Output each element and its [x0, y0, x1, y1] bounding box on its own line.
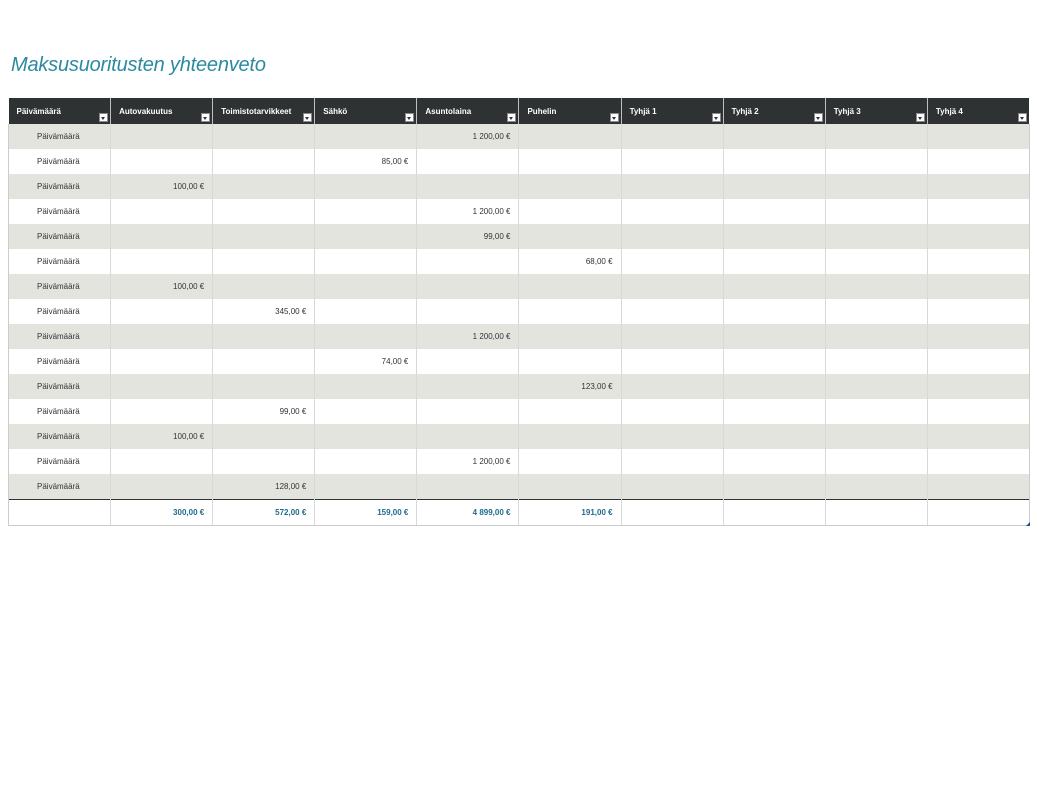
amount-cell[interactable]: 128,00 €: [213, 474, 315, 500]
amount-cell[interactable]: [825, 299, 927, 324]
amount-cell[interactable]: [519, 324, 621, 349]
filter-dropdown-icon[interactable]: [712, 113, 721, 122]
column-header-label: Päivämäärä: [16, 107, 61, 116]
column-header-label: Tyhjä 4: [935, 107, 963, 116]
amount-cell[interactable]: [111, 474, 213, 500]
filter-dropdown-icon[interactable]: [814, 113, 823, 122]
amount-cell[interactable]: [825, 149, 927, 174]
column-header-label: Sähkö: [323, 107, 348, 116]
table-row: [9, 474, 1030, 500]
amount-cell[interactable]: [417, 374, 519, 399]
date-cell[interactable]: Päivämäärä: [9, 374, 111, 399]
amount-cell[interactable]: [213, 324, 315, 349]
amount-cell[interactable]: [927, 274, 1029, 299]
amount-cell[interactable]: [315, 399, 417, 424]
amount-cell[interactable]: [621, 324, 723, 349]
column-header-label: Tyhjä 2: [731, 107, 759, 116]
amount-cell[interactable]: [621, 124, 723, 149]
amount-cell[interactable]: [213, 424, 315, 449]
amount-cell[interactable]: [417, 349, 519, 374]
amount-cell[interactable]: [315, 324, 417, 349]
amount-cell[interactable]: [315, 174, 417, 199]
table-row: [9, 274, 1030, 299]
date-cell[interactable]: Päivämäärä: [9, 424, 111, 449]
amount-cell[interactable]: [621, 224, 723, 249]
amount-cell[interactable]: [927, 324, 1029, 349]
amount-cell[interactable]: [213, 124, 315, 149]
amount-cell[interactable]: [723, 249, 825, 274]
amount-cell[interactable]: [723, 274, 825, 299]
amount-cell[interactable]: [621, 349, 723, 374]
amount-cell[interactable]: [621, 199, 723, 224]
amount-cell[interactable]: [111, 374, 213, 399]
amount-cell[interactable]: [519, 449, 621, 474]
amount-cell[interactable]: 1 200,00 €: [417, 324, 519, 349]
amount-cell[interactable]: [519, 174, 621, 199]
date-cell[interactable]: Päivämäärä: [9, 274, 111, 299]
date-cell[interactable]: Päivämäärä: [9, 449, 111, 474]
amount-cell[interactable]: [519, 349, 621, 374]
amount-cell[interactable]: [519, 274, 621, 299]
table-row: [9, 299, 1030, 324]
amount-cell[interactable]: [519, 149, 621, 174]
amount-cell[interactable]: [111, 149, 213, 174]
total-cell[interactable]: [9, 500, 111, 526]
amount-cell[interactable]: [111, 199, 213, 224]
table-row: [9, 374, 1030, 399]
total-cell[interactable]: 4 899,00 €: [417, 500, 519, 526]
amount-cell[interactable]: [417, 274, 519, 299]
column-header[interactable]: [825, 98, 927, 124]
column-header[interactable]: [213, 98, 315, 124]
date-cell[interactable]: Päivämäärä: [9, 299, 111, 324]
column-header[interactable]: [9, 98, 111, 124]
amount-cell[interactable]: [315, 199, 417, 224]
amount-cell[interactable]: [417, 149, 519, 174]
amount-cell[interactable]: [519, 424, 621, 449]
amount-cell[interactable]: [723, 124, 825, 149]
amount-cell[interactable]: [927, 374, 1029, 399]
amount-cell[interactable]: [621, 299, 723, 324]
amount-cell[interactable]: [519, 474, 621, 500]
table-row: [9, 224, 1030, 249]
table-row: [9, 199, 1030, 224]
date-cell[interactable]: Päivämäärä: [9, 474, 111, 500]
amount-cell[interactable]: [111, 299, 213, 324]
amount-cell[interactable]: [927, 349, 1029, 374]
table-row: [9, 324, 1030, 349]
filter-dropdown-icon[interactable]: [303, 113, 312, 122]
amount-cell[interactable]: [621, 249, 723, 274]
amount-cell[interactable]: [111, 399, 213, 424]
amount-cell[interactable]: 99,00 €: [213, 399, 315, 424]
amount-cell[interactable]: [111, 124, 213, 149]
amount-cell[interactable]: [927, 449, 1029, 474]
amount-cell[interactable]: [519, 224, 621, 249]
amount-cell[interactable]: [417, 174, 519, 199]
date-cell[interactable]: Päivämäärä: [9, 199, 111, 224]
table-row: [9, 449, 1030, 474]
column-header-label: Toimistotarvikkeet: [221, 107, 292, 116]
payments-table: [8, 98, 1030, 526]
amount-cell[interactable]: [213, 199, 315, 224]
amount-cell[interactable]: [927, 474, 1029, 500]
amount-cell[interactable]: [621, 399, 723, 424]
amount-cell[interactable]: [519, 124, 621, 149]
filter-dropdown-icon[interactable]: [405, 113, 414, 122]
amount-cell[interactable]: [825, 349, 927, 374]
total-cell[interactable]: [621, 500, 723, 526]
column-header[interactable]: [111, 98, 213, 124]
amount-cell[interactable]: [927, 399, 1029, 424]
amount-cell[interactable]: [621, 149, 723, 174]
amount-cell[interactable]: [723, 299, 825, 324]
table-row: [9, 149, 1030, 174]
amount-cell[interactable]: [213, 249, 315, 274]
amount-cell[interactable]: [213, 224, 315, 249]
amount-cell[interactable]: [723, 449, 825, 474]
amount-cell[interactable]: [723, 424, 825, 449]
filter-dropdown-icon[interactable]: [99, 113, 108, 122]
table-row: [9, 399, 1030, 424]
amount-cell[interactable]: [315, 449, 417, 474]
amount-cell[interactable]: [519, 199, 621, 224]
amount-cell[interactable]: [111, 449, 213, 474]
amount-cell[interactable]: [315, 224, 417, 249]
amount-cell[interactable]: [213, 274, 315, 299]
date-cell[interactable]: Päivämäärä: [9, 174, 111, 199]
date-cell[interactable]: Päivämäärä: [9, 349, 111, 374]
column-header[interactable]: [519, 98, 621, 124]
table-row: [9, 249, 1030, 274]
amount-cell[interactable]: [621, 274, 723, 299]
date-cell[interactable]: Päivämäärä: [9, 124, 111, 149]
amount-cell[interactable]: [927, 149, 1029, 174]
amount-cell[interactable]: [519, 399, 621, 424]
table-resize-handle[interactable]: [1026, 522, 1030, 526]
amount-cell[interactable]: [621, 474, 723, 500]
amount-cell[interactable]: [825, 249, 927, 274]
amount-cell[interactable]: [213, 374, 315, 399]
amount-cell[interactable]: [315, 124, 417, 149]
column-header[interactable]: [927, 98, 1029, 124]
column-header-label: Puhelin: [527, 107, 557, 116]
amount-cell[interactable]: [315, 274, 417, 299]
amount-cell[interactable]: [825, 224, 927, 249]
amount-cell[interactable]: [213, 174, 315, 199]
total-cell[interactable]: [723, 500, 825, 526]
table-row: [9, 349, 1030, 374]
amount-cell[interactable]: [315, 299, 417, 324]
amount-cell[interactable]: 85,00 €: [315, 149, 417, 174]
amount-cell[interactable]: [825, 449, 927, 474]
amount-cell[interactable]: [927, 224, 1029, 249]
amount-cell[interactable]: [927, 249, 1029, 274]
table-header: [9, 98, 1030, 124]
filter-dropdown-icon[interactable]: [507, 113, 516, 122]
amount-cell[interactable]: [723, 349, 825, 374]
table-body: [9, 124, 1030, 500]
amount-cell[interactable]: 1 200,00 €: [417, 449, 519, 474]
amount-cell[interactable]: [111, 224, 213, 249]
amount-cell[interactable]: [621, 449, 723, 474]
total-cell[interactable]: 191,00 €: [519, 500, 621, 526]
column-header[interactable]: [621, 98, 723, 124]
amount-cell[interactable]: 1 200,00 €: [417, 199, 519, 224]
amount-cell[interactable]: [927, 199, 1029, 224]
column-header[interactable]: [417, 98, 519, 124]
filter-dropdown-icon[interactable]: [201, 113, 210, 122]
amount-cell[interactable]: [927, 299, 1029, 324]
amount-cell[interactable]: [723, 224, 825, 249]
amount-cell[interactable]: [417, 474, 519, 500]
sheet-title: Maksusuoritusten yhteenveto: [11, 54, 266, 76]
total-cell[interactable]: 300,00 €: [111, 500, 213, 526]
date-cell[interactable]: Päivämäärä: [9, 149, 111, 174]
amount-cell[interactable]: [723, 474, 825, 500]
date-cell[interactable]: Päivämäärä: [9, 249, 111, 274]
amount-cell[interactable]: [519, 299, 621, 324]
column-header[interactable]: [723, 98, 825, 124]
amount-cell[interactable]: [723, 174, 825, 199]
amount-cell[interactable]: 100,00 €: [111, 174, 213, 199]
amount-cell[interactable]: [723, 199, 825, 224]
header-row: [9, 98, 1030, 124]
total-cell[interactable]: [825, 500, 927, 526]
amount-cell[interactable]: [417, 249, 519, 274]
amount-cell[interactable]: [723, 399, 825, 424]
filter-dropdown-icon[interactable]: [916, 113, 925, 122]
amount-cell[interactable]: [927, 124, 1029, 149]
filter-dropdown-icon[interactable]: [1018, 113, 1027, 122]
amount-cell[interactable]: 1 200,00 €: [417, 124, 519, 149]
amount-cell[interactable]: [315, 374, 417, 399]
amount-cell[interactable]: 74,00 €: [315, 349, 417, 374]
amount-cell[interactable]: [825, 324, 927, 349]
amount-cell[interactable]: [315, 424, 417, 449]
amount-cell[interactable]: [825, 374, 927, 399]
amount-cell[interactable]: 100,00 €: [111, 424, 213, 449]
date-cell[interactable]: Päivämäärä: [9, 324, 111, 349]
amount-cell[interactable]: [927, 424, 1029, 449]
amount-cell[interactable]: [825, 424, 927, 449]
column-header-label: Autovakuutus: [119, 107, 173, 116]
amount-cell[interactable]: [825, 199, 927, 224]
totals-row: [9, 500, 1030, 526]
amount-cell[interactable]: [621, 424, 723, 449]
amount-cell[interactable]: [825, 274, 927, 299]
column-header-label: Tyhjä 3: [833, 107, 861, 116]
amount-cell[interactable]: [621, 374, 723, 399]
amount-cell[interactable]: [315, 474, 417, 500]
amount-cell[interactable]: [825, 174, 927, 199]
amount-cell[interactable]: 123,00 €: [519, 374, 621, 399]
table-row: [9, 124, 1030, 149]
amount-cell[interactable]: 99,00 €: [417, 224, 519, 249]
amount-cell[interactable]: [723, 324, 825, 349]
amount-cell[interactable]: [417, 299, 519, 324]
total-cell[interactable]: [927, 500, 1029, 526]
amount-cell[interactable]: [825, 399, 927, 424]
amount-cell[interactable]: 345,00 €: [213, 299, 315, 324]
total-cell[interactable]: 159,00 €: [315, 500, 417, 526]
table-footer: [9, 500, 1030, 526]
amount-cell[interactable]: [213, 349, 315, 374]
column-header-label: Asuntolaina: [425, 107, 472, 116]
table-row: [9, 424, 1030, 449]
amount-cell[interactable]: [213, 449, 315, 474]
table-row: [9, 174, 1030, 199]
amount-cell[interactable]: [825, 124, 927, 149]
total-cell[interactable]: 572,00 €: [213, 500, 315, 526]
date-cell[interactable]: Päivämäärä: [9, 224, 111, 249]
amount-cell[interactable]: [213, 149, 315, 174]
amount-cell[interactable]: [111, 324, 213, 349]
amount-cell[interactable]: [417, 424, 519, 449]
amount-cell[interactable]: 68,00 €: [519, 249, 621, 274]
amount-cell[interactable]: [927, 174, 1029, 199]
column-header[interactable]: [315, 98, 417, 124]
amount-cell[interactable]: [723, 149, 825, 174]
amount-cell[interactable]: [111, 249, 213, 274]
amount-cell[interactable]: [315, 249, 417, 274]
date-cell[interactable]: Päivämäärä: [9, 399, 111, 424]
filter-dropdown-icon[interactable]: [610, 113, 619, 122]
amount-cell[interactable]: 100,00 €: [111, 274, 213, 299]
column-header-label: Tyhjä 1: [629, 107, 657, 116]
amount-cell[interactable]: [111, 349, 213, 374]
amount-cell[interactable]: [417, 399, 519, 424]
amount-cell[interactable]: [621, 174, 723, 199]
amount-cell[interactable]: [825, 474, 927, 500]
amount-cell[interactable]: [723, 374, 825, 399]
